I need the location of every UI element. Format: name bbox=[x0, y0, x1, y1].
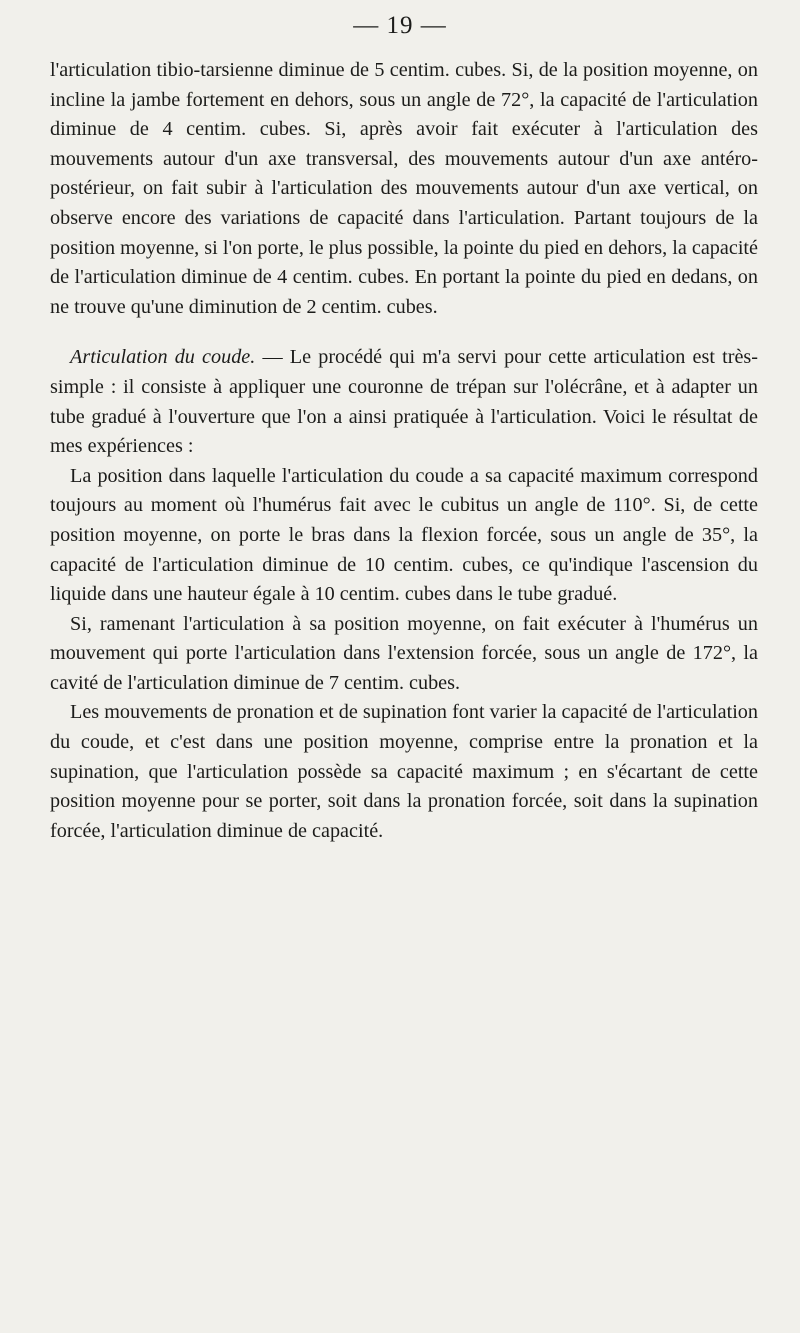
paragraph-4: Si, ramenant l'articulation à sa position moyenne, on fait exécuter à l'humérus un mouvement qui porte l'articulation dans l'extension forcée, sous un angle de 172°, la cavité de l'articulation diminue de 7 centim. cubes. bbox=[50, 612, 758, 694]
paragraph-5: Les mouvements de pronation et de supination font varier la capacité de l'articulation du coude, et c'est dans une position moyenne, comprise entre la pronation et la supination, que l'articulation possède sa capacité maximum ; en s'écartant de cette position moyenne pour se porter, soit dans la pronation forcée, soit dans la supination forcée, l'articulation diminue de capacité. bbox=[50, 701, 758, 842]
page-number: — 19 — bbox=[353, 12, 447, 39]
section-heading-coude: Articulation du coude. bbox=[70, 346, 256, 369]
paragraph-2-body: — Le procédé qui m'a servi pour cette articulation est très-simple : il consiste à appliquer une couronne de trépan sur l'olécrâne, et à adapter un tube gradué à l'ouverture que l'on a ainsi pratiquée à l'articulation. Voici le résultat de mes expériences : bbox=[50, 346, 758, 458]
body-text bbox=[50, 56, 758, 846]
paragraph-1: l'articulation tibio-tarsienne diminue de 5 centim. cubes. Si, de la position moyenne, on incline la jambe fortement en dehors, sous un angle de 72°, la capacité de l'articulation diminue de 4 centim. cubes. Si, après avoir fait exécuter à l'articulation des mouvements autour d'un axe transversal, des mouvements autour d'un axe antéro-postérieur, on fait subir à l'articulation des mouvements autour d'un axe vertical, on observe encore des variations de capacité dans l'articulation. Partant toujours de la position moyenne, si l'on porte, le plus possible, la pointe du pied en dehors, la capacité de l'articulation diminue de 4 centim. cubes. En portant la pointe du pied en dedans, on ne trouve qu'une diminution de 2 centim. cubes. bbox=[50, 59, 758, 318]
paragraph-3: La position dans laquelle l'articulation du coude a sa capacité maximum correspond toujours au moment où l'humérus fait avec le cubitus un angle de 110°. Si, de cette position moyenne, on porte le bras dans la flexion forcée, sous un angle de 35°, la capacité de l'articulation diminue de 10 centim. cubes, ce qu'indique l'ascension du liquide dans une hauteur égale à 10 centim. cubes dans le tube gradué. bbox=[50, 464, 758, 606]
paragraph-2 bbox=[50, 343, 758, 461]
